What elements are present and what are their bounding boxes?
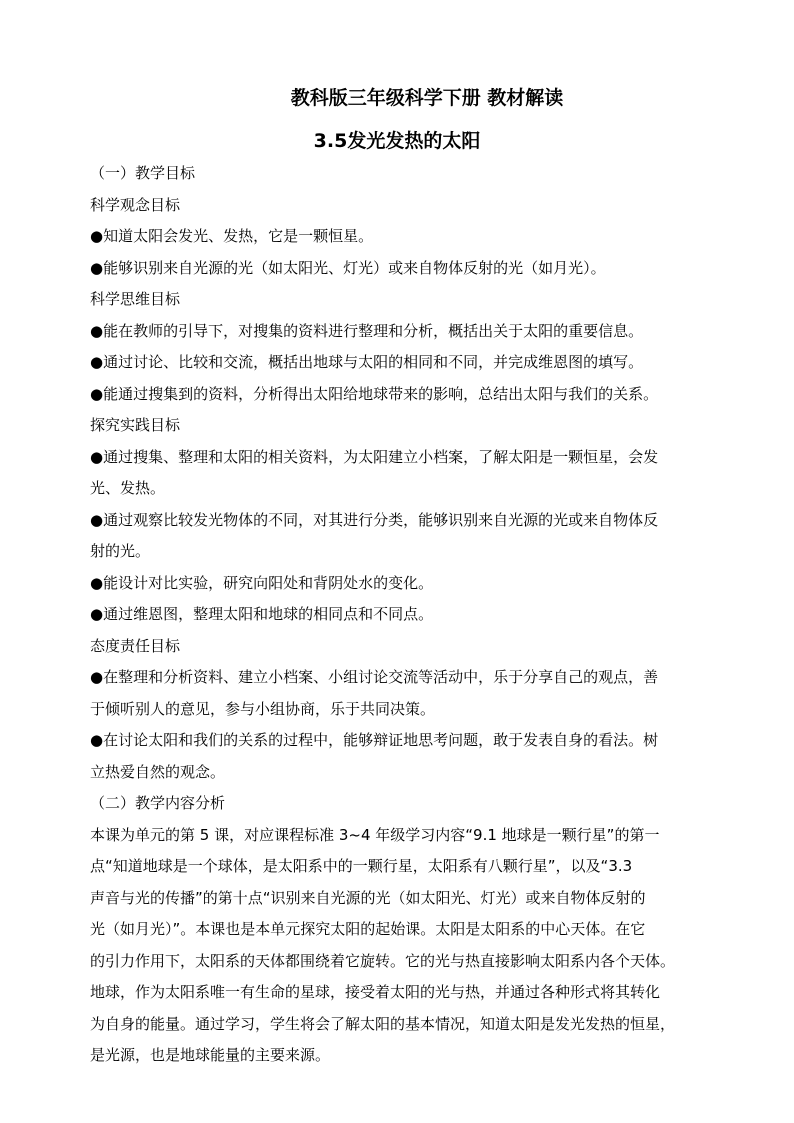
bullet-item: ●在讨论太阳和我们的关系的过程中，能够辩证地思考问题，敢于发表自身的看法。树 — [90, 731, 659, 749]
paragraph-line: 点“知道地球是一个球体，是太阳系中的一颗行星，太阳系有八颗行星”，以及“3.3 — [90, 857, 633, 875]
paragraph-line: 为自身的能量。通过学习，学生将会了解太阳的基本情况，知道太阳是发光发热的恒星， — [90, 1014, 676, 1033]
subsection-heading: 探究实践目标 — [90, 416, 181, 434]
bullet-item-continuation: 射的光。 — [90, 542, 151, 560]
document-title: 教科版三年级科学下册 教材解读 — [290, 87, 564, 109]
bullet-item: ●能够识别来自光源的光（如太阳光、灯光）或来自物体反射的光（如月光）。 — [90, 258, 606, 277]
subsection-heading: 态度责任目标 — [90, 636, 181, 655]
paragraph-line: 声音与光的传播”的第十点“识别来自光源的光（如太阳光、灯光）或来自物体反射的 — [90, 888, 646, 907]
paragraph-line: 地球，作为太阳系唯一有生命的星球，接受着太阳的光与热，并通过各种形式将其转化 — [90, 983, 661, 1001]
paragraph-line: 是光源，也是地球能量的主要来源。 — [90, 1046, 331, 1064]
bullet-item: ●在整理和分析资料、建立小档案、小组讨论交流等活动中，乐于分享自己的观点，善 — [90, 668, 659, 686]
bullet-item: ●通过讨论、比较和交流，概括出地球与太阳的相同和不同，并完成维恩图的填写。 — [90, 353, 644, 371]
lesson-title: 3.5发光发热的太阳 — [313, 130, 481, 152]
document-body — [90, 158, 704, 1072]
paragraph-line: 光（如月光）”。本课也是本单元探究太阳的起始课。太阳是太阳系的中心天体。在它 — [90, 920, 646, 938]
bullet-item: ●知道太阳会发光、发热，它是一颗恒星。 — [90, 227, 374, 245]
subsection-heading: 科学观念目标 — [90, 195, 181, 214]
paragraph-line: 的引力作用下，太阳系的天体都围绕着它旋转。它的光与热直接影响太阳系内各个天体。 — [90, 951, 676, 970]
bullet-item: ●通过观察比较发光物体的不同，对其进行分类，能够识别来自光源的光或来自物体反 — [90, 510, 659, 529]
paragraph-line: 本课为单元的第 5 课，对应课程标准 3~4 年级学习内容“9.1 地球是一颗行星”的第一 — [90, 825, 660, 844]
bullet-item: ●通过搜集、整理和太阳的相关资料，为太阳建立小档案，了解太阳是一颗恒星，会发 — [90, 447, 659, 466]
subsection-heading: 科学思维目标 — [90, 290, 181, 308]
bullet-item-continuation: 立热爱自然的观念。 — [90, 762, 226, 781]
bullet-item: ●通过维恩图，整理太阳和地球的相同点和不同点。 — [90, 605, 434, 623]
bullet-item: ●能设计对比实验，研究向阳处和背阴处水的变化。 — [90, 573, 434, 592]
bullet-item: ●能通过搜集到的资料，分析得出太阳给地球带来的影响，总结出太阳与我们的关系。 — [90, 384, 659, 403]
bullet-item-continuation: 于倾听别人的意见，参与小组协商，乐于共同决策。 — [90, 699, 436, 718]
section-heading: （一）教学目标 — [90, 164, 196, 182]
section-heading: （二）教学内容分析 — [90, 794, 226, 812]
bullet-item-continuation: 光、发热。 — [90, 479, 166, 497]
bullet-item: ●能在教师的引导下，对搜集的资料进行整理和分析，概括出关于太阳的重要信息。 — [90, 321, 644, 340]
